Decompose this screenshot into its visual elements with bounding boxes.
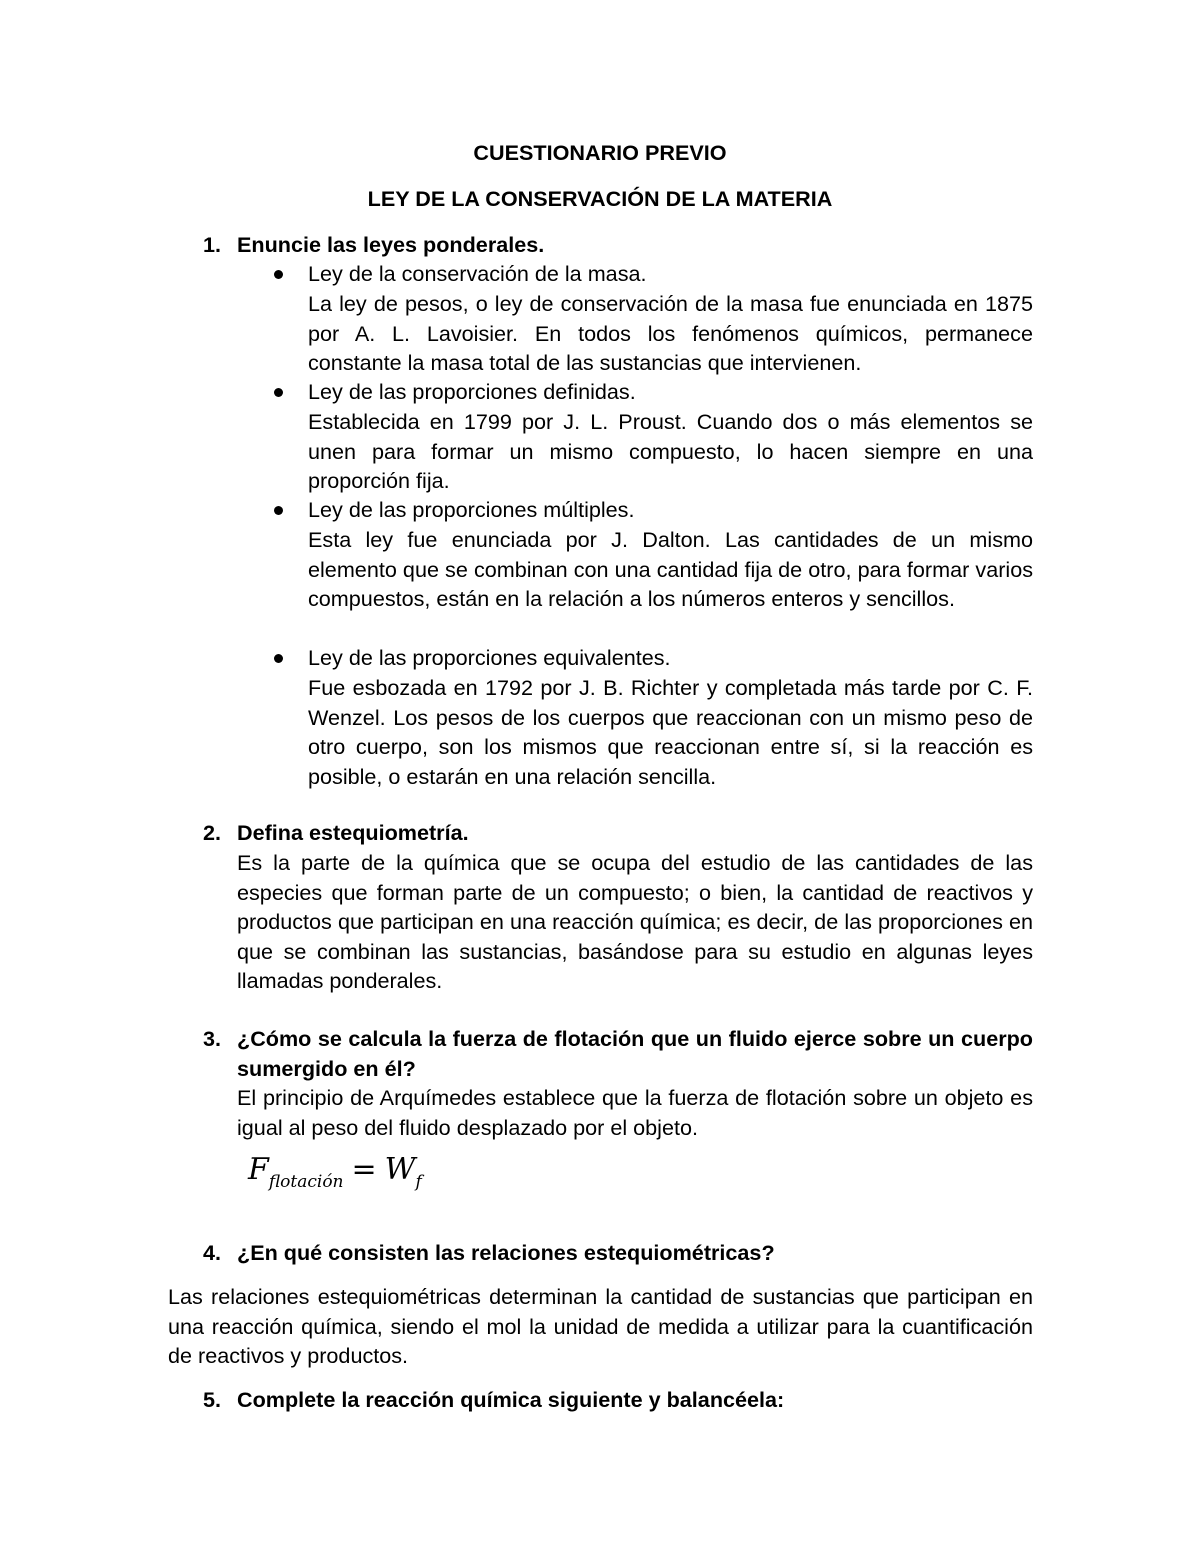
- bullet-heading: Ley de las proporciones múltiples.: [308, 497, 635, 522]
- bullet-icon: [274, 270, 283, 279]
- question-text: Enuncie las leyes ponderales.: [237, 232, 545, 257]
- buoyancy-formula: [248, 1150, 422, 1202]
- formula-lhs-subscript: flotación: [268, 1172, 344, 1192]
- answer-3: El principio de Arquímedes establece que la fuerza de flotación sobre un objeto es igual al peso del fluido desplazado por el objeto.: [237, 1085, 1033, 1140]
- bullet-heading: Ley de las proporciones definidas.: [308, 379, 636, 404]
- question-4: [203, 1238, 775, 1268]
- question-number: 2.: [203, 820, 222, 845]
- bullet-body: Esta ley fue enunciada por J. Dalton. Las cantidades de un mismo elemento que se combinan con una cantidad fija de otro, para formar varios compuestos, están en la relación a los números enteros y sencillos.: [308, 527, 1033, 611]
- answer-2: Es la parte de la química que se ocupa del estudio de las cantidades de las especies que forman parte de un compuesto; o bien, la cantidad de reactivos y productos que participan en una reacción química; es decir, de las proporciones en que se combinan las sustancias, basándose para su estudio en algunas leyes llamadas ponderales.: [237, 850, 1033, 993]
- formula-rhs-subscript: f: [415, 1172, 422, 1192]
- question-number: 5.: [203, 1387, 222, 1412]
- question-number: 4.: [203, 1240, 222, 1265]
- bullet-icon: [274, 388, 283, 397]
- bullet-body: Establecida en 1799 por J. L. Proust. Cuando dos o más elementos se unen para formar un mismo compuesto, lo hacen siempre en una proporción fija.: [308, 409, 1033, 493]
- bullet-body: Fue esbozada en 1792 por J. B. Richter y completada más tarde por C. F. Wenzel. Los pesos de los cuerpos que reaccionan con un mismo peso de otro cuerpo, son los mismos que reaccionan entre sí, si la reacción es posible, o estarán en una relación sencilla.: [308, 675, 1033, 789]
- question-3-number-wrap: [203, 1024, 237, 1054]
- bullet-body: La ley de pesos, o ley de conservación de la masa fue enunciada en 1875 por A. L. Lavoisier. En todos los fenómenos químicos, permanece constante la masa total de las sustancias que intervienen.: [308, 291, 1033, 375]
- answer-4: Las relaciones estequiométricas determinan la cantidad de sustancias que participan en una reacción química, siendo el mol la unidad de medida a utilizar para la cuantificación de reactivos y productos.: [168, 1284, 1033, 1368]
- formula-equals: =: [351, 1152, 377, 1187]
- bullet-icon: [274, 654, 283, 663]
- bullet-heading: Ley de la conservación de la masa.: [308, 261, 647, 286]
- question-number: 3.: [203, 1026, 222, 1051]
- question-text: Complete la reacción química siguiente y balancéela:: [237, 1387, 785, 1412]
- question-number: 1.: [203, 232, 222, 257]
- question-text: Defina estequiometría.: [237, 820, 469, 845]
- question-1: [203, 230, 544, 260]
- formula-rhs: W: [384, 1152, 416, 1187]
- question-text: ¿En qué consisten las relaciones estequiométricas?: [237, 1240, 775, 1265]
- question-3-text: ¿Cómo se calcula la fuerza de flotación que un fluido ejerce sobre un cuerpo sumergido en él?: [237, 1026, 1033, 1081]
- bullet-icon: [274, 506, 283, 515]
- question-2: [203, 818, 469, 848]
- bullet-heading: Ley de las proporciones equivalentes.: [308, 645, 671, 670]
- question-5: [203, 1385, 784, 1415]
- document-subtitle: LEY DE LA CONSERVACIÓN DE LA MATERIA: [367, 186, 833, 211]
- formula-lhs: F: [248, 1152, 269, 1187]
- document-title: CUESTIONARIO PREVIO: [473, 140, 727, 165]
